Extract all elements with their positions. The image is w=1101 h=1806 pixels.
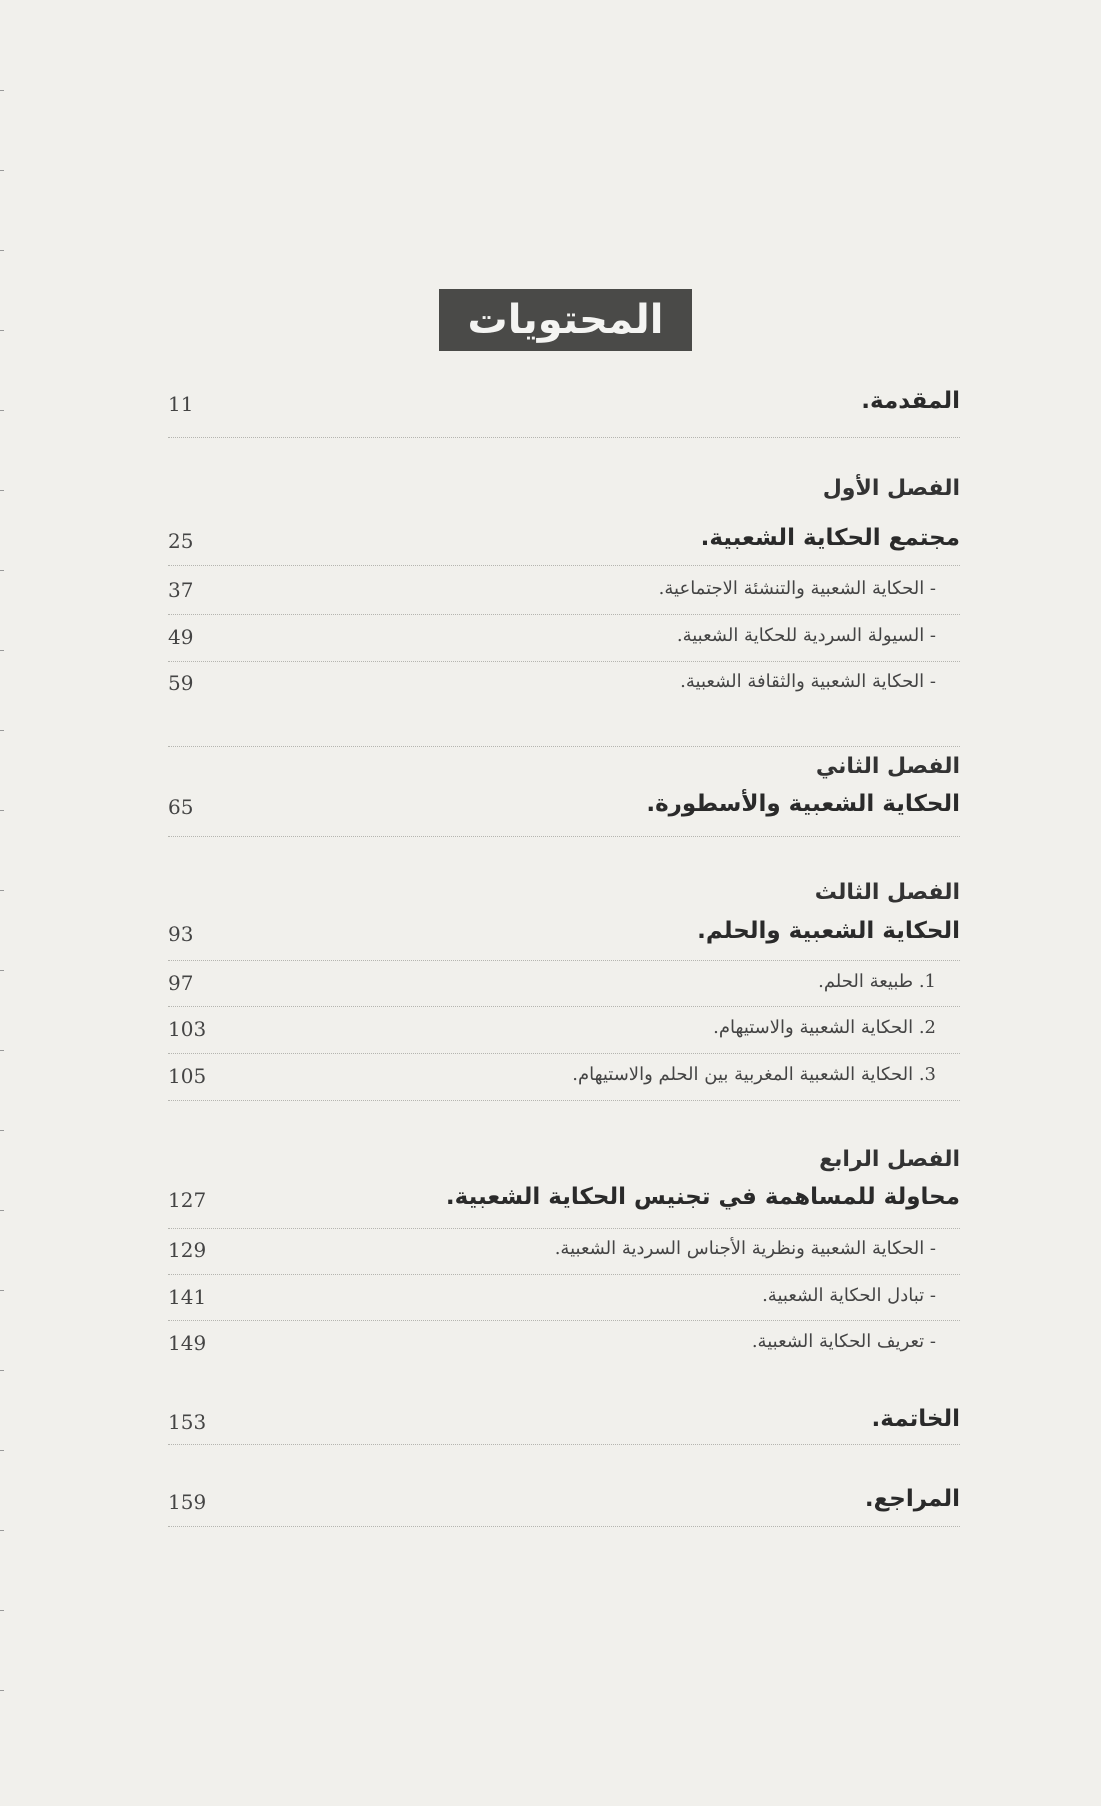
divider bbox=[168, 960, 960, 961]
edge-mark bbox=[0, 1290, 4, 1291]
toc-entry-page: 37 bbox=[168, 578, 194, 602]
edge-mark bbox=[0, 1210, 4, 1211]
toc-entry-label: - تبادل الحكاية الشعبية. bbox=[762, 1285, 936, 1306]
edge-mark bbox=[0, 250, 4, 251]
edge-mark bbox=[0, 970, 4, 971]
toc-subentry[interactable] bbox=[168, 625, 960, 653]
edge-mark bbox=[0, 1530, 4, 1531]
toc-entry-chapter3-main[interactable] bbox=[168, 918, 960, 952]
chapter-heading-3 bbox=[168, 880, 960, 912]
toc-entry-page: 149 bbox=[168, 1331, 207, 1355]
toc-entry-label: المراجع. bbox=[864, 1486, 960, 1512]
toc-entry-page: 65 bbox=[168, 795, 194, 819]
toc-entry-page: 103 bbox=[168, 1017, 207, 1041]
toc-entry-page: 129 bbox=[168, 1238, 207, 1262]
edge-mark bbox=[0, 1370, 4, 1371]
toc-subentry[interactable] bbox=[168, 1331, 960, 1359]
toc-entry-intro[interactable] bbox=[168, 388, 960, 422]
edge-mark bbox=[0, 1050, 4, 1051]
toc-entry-label: مجتمع الحكاية الشعبية. bbox=[700, 525, 960, 551]
edge-mark bbox=[0, 490, 4, 491]
divider bbox=[168, 437, 960, 438]
toc-entry-page: 141 bbox=[168, 1285, 207, 1309]
toc-entry-label: - الحكاية الشعبية ونظرية الأجناس السردية الشعبية. bbox=[554, 1238, 936, 1259]
toc-entry-label: - الحكاية الشعبية والثقافة الشعبية. bbox=[680, 671, 936, 692]
edge-mark bbox=[0, 330, 4, 331]
toc-entry-references[interactable] bbox=[168, 1486, 960, 1520]
toc-entry-label: محاولة للمساهمة في تجنيس الحكاية الشعبية. bbox=[445, 1184, 960, 1210]
divider bbox=[168, 746, 960, 747]
divider bbox=[168, 1444, 960, 1445]
edge-mark bbox=[0, 410, 4, 411]
toc-entry-label: - السيولة السردية للحكاية الشعبية. bbox=[676, 625, 936, 646]
edge-mark bbox=[0, 1130, 4, 1131]
toc-entry-page: 25 bbox=[168, 529, 194, 553]
toc-entry-page: 153 bbox=[168, 1410, 207, 1434]
toc-entry-chapter4-main[interactable] bbox=[168, 1184, 960, 1218]
edge-mark bbox=[0, 1690, 4, 1691]
chapter-heading-label: الفصل الثاني bbox=[815, 754, 960, 779]
toc-entry-label: المقدمة. bbox=[861, 388, 960, 414]
divider bbox=[168, 565, 960, 566]
page-title-text: المحتويات bbox=[467, 297, 664, 343]
edge-mark bbox=[0, 650, 4, 651]
toc-entry-label: - الحكاية الشعبية والتنشئة الاجتماعية. bbox=[658, 578, 936, 599]
toc-subentry[interactable] bbox=[168, 578, 960, 606]
page-title bbox=[439, 289, 692, 351]
toc-entry-label: 1. طبيعة الحلم. bbox=[818, 971, 936, 992]
toc-entry-page: 127 bbox=[168, 1188, 207, 1212]
chapter-heading-label: الفصل الرابع bbox=[819, 1147, 960, 1172]
divider bbox=[168, 1100, 960, 1101]
toc-subentry[interactable] bbox=[168, 971, 960, 999]
edge-mark bbox=[0, 1610, 4, 1611]
toc-subentry[interactable] bbox=[168, 1285, 960, 1313]
toc-entry-page: 49 bbox=[168, 625, 194, 649]
chapter-heading-4 bbox=[168, 1147, 960, 1179]
edge-mark bbox=[0, 170, 4, 171]
divider bbox=[168, 661, 960, 662]
chapter-heading-1 bbox=[168, 476, 960, 508]
toc-entry-label: - تعريف الحكاية الشعبية. bbox=[751, 1331, 936, 1352]
chapter-heading-2 bbox=[168, 754, 960, 786]
chapter-heading-label: الفصل الأول bbox=[822, 476, 960, 501]
divider bbox=[168, 614, 960, 615]
toc-entry-label: الخاتمة. bbox=[871, 1406, 960, 1432]
toc-entry-chapter1-main[interactable] bbox=[168, 525, 960, 559]
edge-mark bbox=[0, 730, 4, 731]
toc-entry-label: الحكاية الشعبية والحلم. bbox=[697, 918, 960, 944]
toc-subentry[interactable] bbox=[168, 671, 960, 699]
edge-mark bbox=[0, 890, 4, 891]
divider bbox=[168, 1006, 960, 1007]
divider bbox=[168, 1320, 960, 1321]
toc-entry-label: الحكاية الشعبية والأسطورة. bbox=[646, 791, 960, 817]
chapter-heading-label: الفصل الثالث bbox=[814, 880, 960, 905]
divider bbox=[168, 1274, 960, 1275]
toc-entry-page: 11 bbox=[168, 392, 194, 416]
toc-entry-page: 59 bbox=[168, 671, 194, 695]
divider bbox=[168, 1053, 960, 1054]
toc-entry-page: 93 bbox=[168, 922, 194, 946]
edge-mark bbox=[0, 1450, 4, 1451]
edge-mark bbox=[0, 90, 4, 91]
toc-entry-page: 105 bbox=[168, 1064, 207, 1088]
divider bbox=[168, 1526, 960, 1527]
toc-subentry[interactable] bbox=[168, 1238, 960, 1266]
toc-subentry[interactable] bbox=[168, 1064, 960, 1092]
edge-mark bbox=[0, 570, 4, 571]
divider bbox=[168, 836, 960, 837]
toc-entry-page: 97 bbox=[168, 971, 194, 995]
divider bbox=[168, 1228, 960, 1229]
toc-entry-label: 3. الحكاية الشعبية المغربية بين الحلم والاستيهام. bbox=[572, 1064, 936, 1085]
toc-entry-label: 2. الحكاية الشعبية والاستيهام. bbox=[713, 1017, 936, 1038]
toc-subentry[interactable] bbox=[168, 1017, 960, 1045]
toc-entry-page: 159 bbox=[168, 1490, 207, 1514]
toc-entry-conclusion[interactable] bbox=[168, 1406, 960, 1440]
toc-entry-chapter2-main[interactable] bbox=[168, 791, 960, 825]
edge-mark bbox=[0, 810, 4, 811]
